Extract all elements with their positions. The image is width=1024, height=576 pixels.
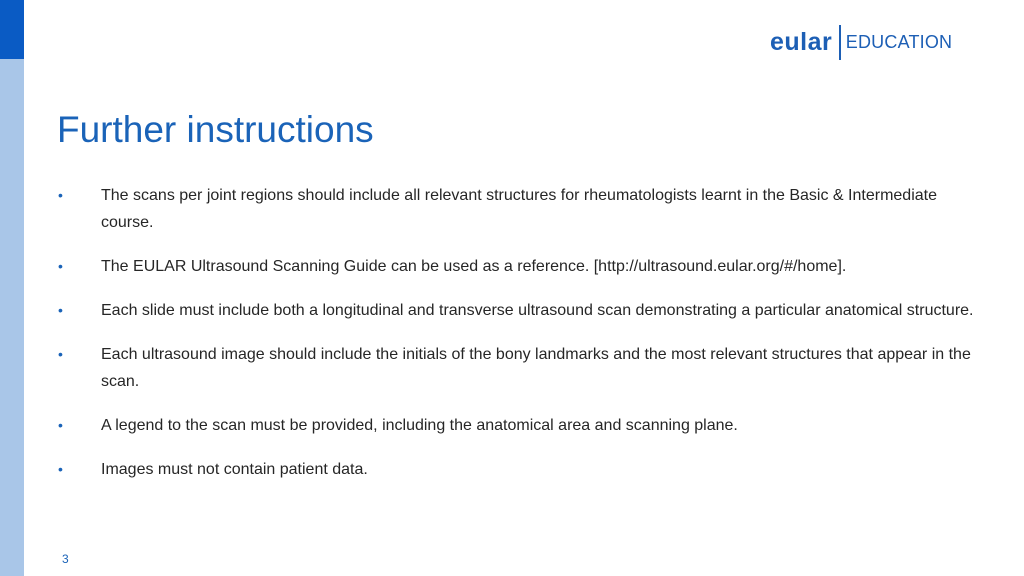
bullet-icon: • — [58, 187, 63, 203]
list-item — [58, 341, 978, 395]
list-item-text: Images must not contain patient data. — [101, 461, 368, 478]
list-item-text: Each slide must include both a longitudinal and transverse ultrasound scan demonstrating a particular anatomical structure. — [101, 302, 974, 319]
list-item-text: Each ultrasound image should include the initials of the bony landmarks and the most relevant structures that appear in the scan. — [101, 346, 971, 390]
list-item — [58, 456, 978, 483]
list-item-text: The scans per joint regions should include all relevant structures for rheumatologists learnt in the Basic & Intermediate course. — [101, 187, 937, 231]
logo-education-label: EDUCATION — [845, 32, 953, 52]
instruction-list — [58, 182, 978, 500]
eular-education-logo — [770, 24, 952, 60]
bullet-icon: • — [58, 417, 63, 433]
list-item — [58, 412, 978, 439]
list-item-text: A legend to the scan must be provided, including the anatomical area and scanning plane. — [101, 417, 738, 434]
logo-wordmark: eular — [770, 27, 833, 56]
bullet-icon: • — [58, 346, 63, 362]
sidebar-accent-block — [0, 0, 24, 59]
sidebar-bar — [0, 0, 24, 576]
bullet-icon: • — [58, 461, 63, 477]
list-item-text: The EULAR Ultrasound Scanning Guide can be used as a reference. [http://ultrasound.eular.org/#/home]. — [101, 258, 847, 275]
list-item — [58, 297, 978, 324]
bullet-icon: • — [58, 302, 63, 318]
slide-title: Further instructions — [57, 109, 374, 150]
logo-divider — [839, 25, 841, 60]
page-number: 3 — [62, 552, 69, 566]
list-item — [58, 253, 978, 280]
list-item — [58, 182, 978, 236]
bullet-icon: • — [58, 258, 63, 274]
